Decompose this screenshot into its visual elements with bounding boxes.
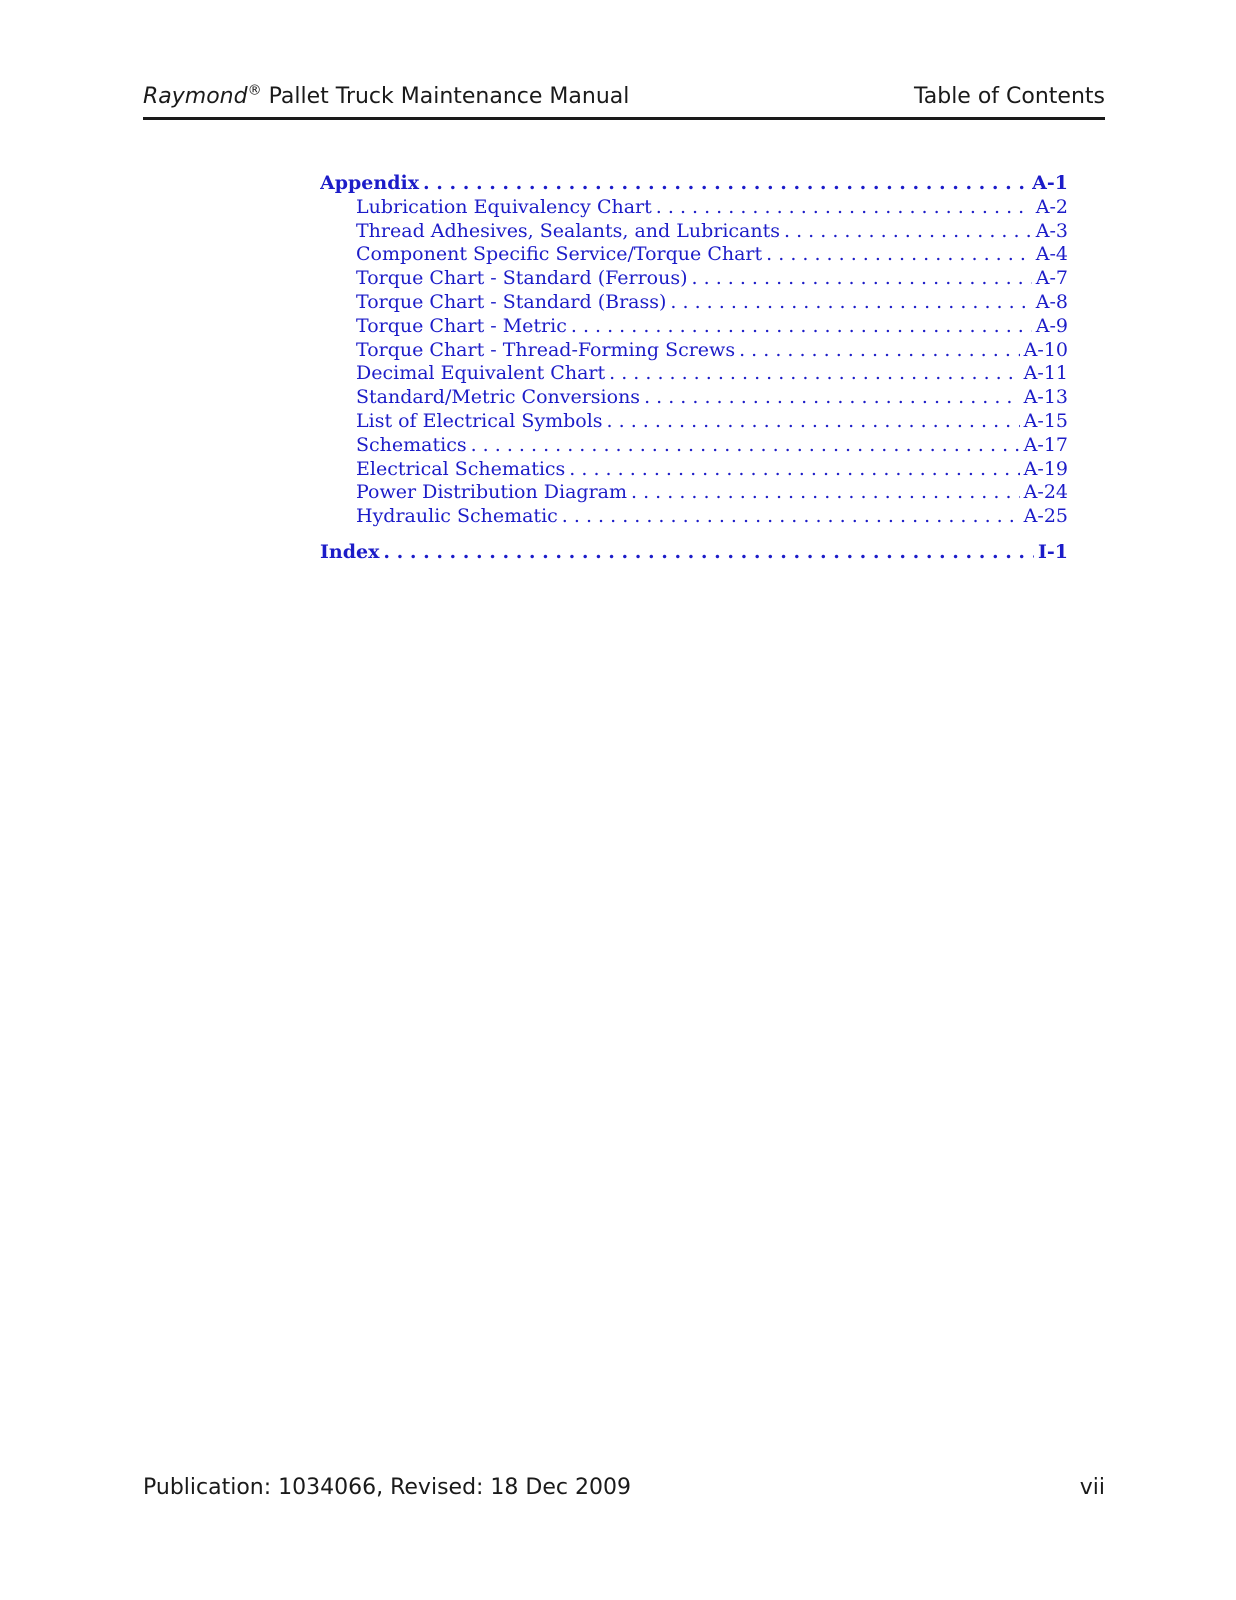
- toc-entry-page: A-4: [1035, 243, 1068, 266]
- page-number: vii: [1079, 1475, 1105, 1500]
- toc-leader-dots: [784, 220, 1032, 244]
- toc-entry-title: Torque Chart - Standard (Ferrous): [356, 267, 688, 290]
- toc-entry-page: A-19: [1023, 457, 1068, 480]
- brand-name: Raymond: [143, 84, 248, 109]
- toc-leader-dots: [607, 410, 1020, 434]
- toc-entry[interactable]: [320, 458, 1068, 482]
- toc-entry-page: A-15: [1023, 409, 1068, 432]
- page-footer: [143, 1472, 1105, 1504]
- toc-leader-dots: [383, 541, 1034, 565]
- toc-entry[interactable]: [320, 410, 1068, 434]
- toc-entry-appendix[interactable]: [320, 172, 1068, 196]
- toc-entry-title: Appendix: [320, 172, 420, 194]
- publication-info: Publication: 1034066, Revised: 18 Dec 2009: [143, 1475, 631, 1500]
- toc-entry-title: Thread Adhesives, Sealants, and Lubricants: [356, 219, 780, 242]
- registered-mark: ®: [247, 82, 262, 99]
- toc-leader-dots: [644, 386, 1020, 410]
- toc-entry-page: A-9: [1035, 314, 1068, 337]
- page-header: [143, 80, 1105, 120]
- toc-leader-dots: [631, 481, 1020, 505]
- table-of-contents: [320, 172, 1068, 565]
- toc-entry-page: A-8: [1035, 290, 1068, 313]
- toc-entry-page: A-11: [1023, 362, 1068, 385]
- toc-entry-title: Index: [320, 540, 380, 563]
- toc-leader-dots: [571, 315, 1032, 339]
- toc-entry-title: List of Electrical Symbols: [356, 409, 603, 432]
- toc-entry[interactable]: [320, 196, 1068, 220]
- toc-leader-dots: [766, 243, 1032, 267]
- toc-entry-page: A-3: [1035, 219, 1068, 242]
- toc-entry[interactable]: [320, 339, 1068, 363]
- toc-entry[interactable]: [320, 386, 1068, 410]
- toc-entry[interactable]: [320, 481, 1068, 505]
- manual-title: [143, 80, 629, 114]
- toc-leader-dots: [471, 434, 1020, 458]
- manual-title-text: Pallet Truck Maintenance Manual: [268, 84, 630, 109]
- toc-entry-page: A-17: [1023, 433, 1068, 456]
- toc-entry-page: A-25: [1023, 505, 1068, 528]
- toc-sub-entries: [320, 196, 1068, 529]
- toc-entry-page: A-10: [1023, 338, 1068, 361]
- toc-leader-dots: [670, 291, 1031, 315]
- toc-entry-title: Electrical Schematics: [356, 457, 566, 480]
- toc-leader-dots: [739, 339, 1020, 363]
- toc-leader-dots: [656, 196, 1032, 220]
- toc-entry-index[interactable]: [320, 541, 1068, 565]
- toc-entry-title: Lubrication Equivalency Chart: [356, 195, 652, 218]
- toc-entry[interactable]: [320, 434, 1068, 458]
- toc-entry[interactable]: [320, 315, 1068, 339]
- toc-entry-page: A-24: [1023, 481, 1068, 504]
- toc-entry[interactable]: [320, 291, 1068, 315]
- toc-entry[interactable]: [320, 362, 1068, 386]
- toc-entry-title: Torque Chart - Metric: [356, 314, 567, 337]
- toc-entry-title: Schematics: [356, 433, 467, 456]
- toc-entry-title: Standard/Metric Conversions: [356, 386, 641, 409]
- toc-leader-dots: [423, 172, 1028, 196]
- toc-entry[interactable]: [320, 505, 1068, 529]
- toc-entry-page: I-1: [1038, 540, 1068, 563]
- toc-leader-dots: [609, 362, 1020, 386]
- toc-entry[interactable]: [320, 267, 1068, 291]
- toc-leader-dots: [562, 505, 1020, 529]
- toc-entry-page: A-2: [1035, 195, 1068, 218]
- toc-entry-page: A-1: [1032, 172, 1068, 194]
- toc-leader-dots: [569, 458, 1019, 482]
- toc-entry-title: Hydraulic Schematic: [356, 505, 558, 528]
- toc-entry-title: Torque Chart - Standard (Brass): [356, 290, 667, 313]
- toc-entry-title: Component Specific Service/Torque Chart: [356, 243, 763, 266]
- toc-entry-page: A-13: [1023, 386, 1068, 409]
- toc-leader-dots: [692, 267, 1032, 291]
- toc-entry-title: Decimal Equivalent Chart: [356, 362, 606, 385]
- toc-entry-page: A-7: [1035, 267, 1068, 290]
- toc-entry[interactable]: [320, 220, 1068, 244]
- toc-entry-title: Torque Chart - Thread-Forming Screws: [356, 338, 736, 361]
- toc-entry[interactable]: [320, 243, 1068, 267]
- section-title: Table of Contents: [913, 84, 1105, 109]
- toc-entry-title: Power Distribution Diagram: [356, 481, 627, 504]
